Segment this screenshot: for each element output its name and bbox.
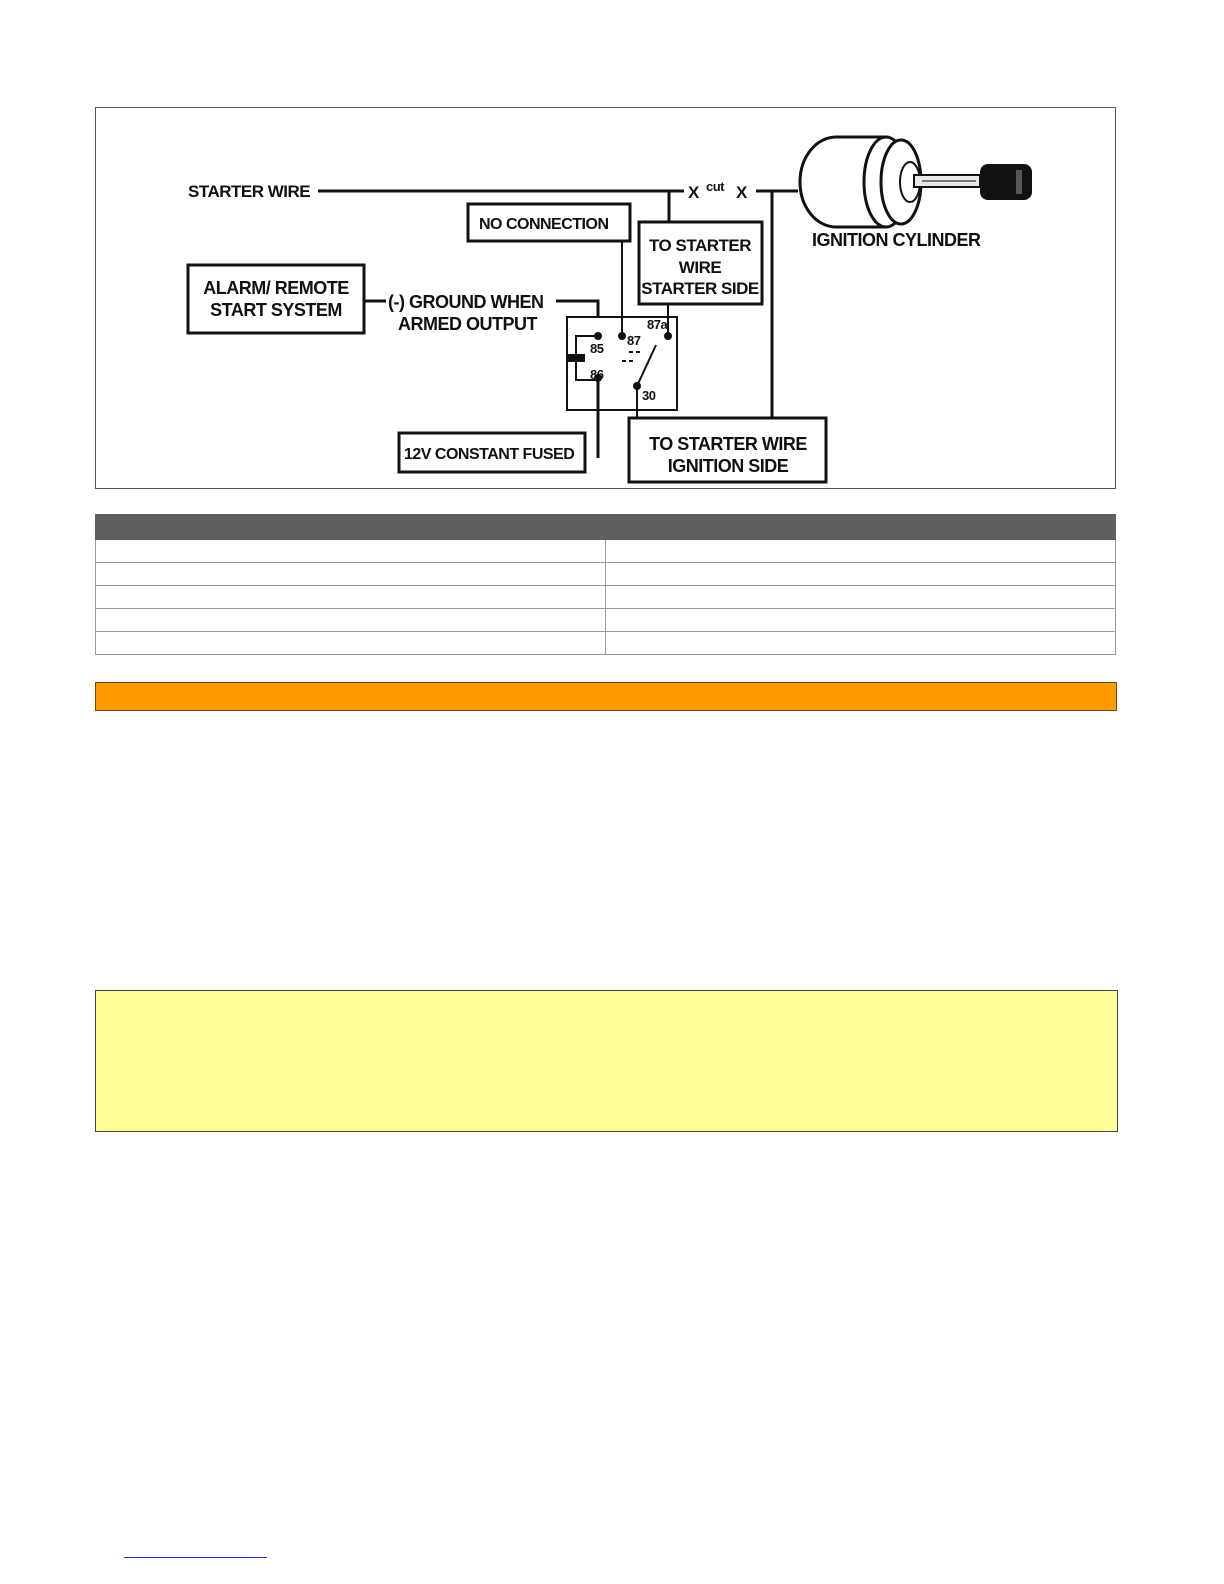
table-row — [96, 563, 1116, 586]
wiring-diagram-svg — [96, 108, 1117, 490]
pin-85-label: 85 — [590, 341, 604, 356]
note-box — [95, 990, 1118, 1132]
table-row — [96, 586, 1116, 609]
starter-side-label-3: STARTER SIDE — [641, 279, 759, 298]
pin-86-label: 86 — [590, 367, 604, 382]
table-cell — [606, 563, 1116, 586]
ignition-cylinder-icon — [800, 137, 1032, 227]
table-cell — [606, 540, 1116, 563]
starter-side-label-2: WIRE — [678, 258, 722, 277]
ignition-side-label-1: TO STARTER WIRE — [649, 434, 807, 454]
table-cell — [606, 609, 1116, 632]
table-cell — [96, 586, 606, 609]
pin-87a-label: 87a — [647, 317, 668, 332]
table-cell — [96, 563, 606, 586]
alarm-remote-start-box — [188, 265, 364, 333]
footer-link-rule[interactable] — [124, 1557, 267, 1558]
wiring-table — [95, 514, 1116, 655]
starter-wire-label: STARTER WIRE — [188, 182, 311, 201]
pin-87-label: 87 — [627, 333, 641, 348]
ignition-side-label-2: IGNITION SIDE — [667, 456, 789, 476]
ignition-cylinder-label: IGNITION CYLINDER — [812, 230, 981, 250]
table-cell — [606, 632, 1116, 655]
section-header-bar — [95, 682, 1117, 711]
constant-fused-label: 12V CONSTANT FUSED — [404, 446, 575, 463]
cut-x-right: X — [736, 183, 747, 202]
table-row — [96, 609, 1116, 632]
table-header-cell — [96, 515, 606, 540]
starter-side-label-1: TO STARTER — [648, 236, 752, 255]
ground-label-2: ARMED OUTPUT — [398, 314, 537, 334]
ground-label-1: (-) GROUND WHEN — [388, 292, 544, 312]
pin-30-label: 30 — [642, 388, 656, 403]
table-row — [96, 540, 1116, 563]
table-header-cell — [606, 515, 1116, 540]
table-cell — [96, 632, 606, 655]
alarm-label-1: ALARM/ REMOTE — [203, 278, 349, 298]
alarm-label-2: START SYSTEM — [210, 300, 342, 320]
table-cell — [96, 609, 606, 632]
no-connection-label: NO CONNECTION — [479, 216, 609, 233]
table-cell — [96, 540, 606, 563]
table-header-row — [96, 515, 1116, 540]
cut-x-left: X — [688, 183, 699, 202]
table-cell — [606, 586, 1116, 609]
wiring-diagram — [95, 107, 1116, 489]
table-row — [96, 632, 1116, 655]
cut-label: cut — [706, 179, 724, 194]
